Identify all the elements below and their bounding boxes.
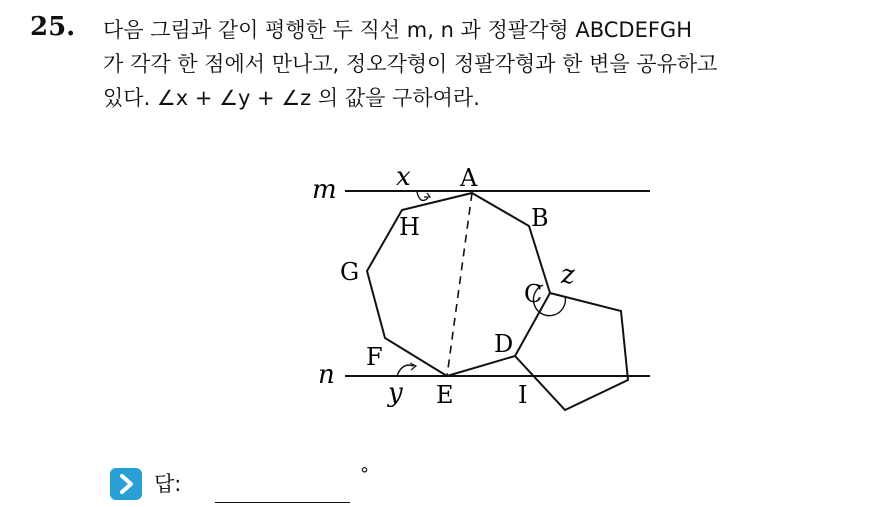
answer-blank[interactable]	[215, 502, 350, 503]
question-line: 있다. ∠x + ∠y + ∠z 의 값을 구하여라.	[103, 86, 480, 110]
label-vertex-b: B	[531, 204, 549, 232]
pentagon	[515, 293, 628, 410]
question-number: 25.	[30, 12, 76, 42]
label-vertex-c: C	[524, 280, 543, 308]
answer-label: 답:	[154, 472, 182, 496]
question-line: 가 각각 한 점에서 만나고, 정오각형이 정팔각형과 한 변을 공유하고	[103, 52, 718, 76]
label-vertex-d: D	[494, 330, 514, 358]
answer-unit: °	[360, 464, 369, 485]
angle-y-arrow	[410, 363, 416, 370]
label-angle-z: z	[561, 260, 575, 290]
label-vertex-f: F	[366, 343, 383, 371]
label-line-n: n	[318, 360, 335, 390]
label-vertex-g: G	[340, 258, 360, 286]
angle-x-arrow	[424, 193, 430, 197]
label-angle-x: x	[396, 162, 411, 192]
question-text	[103, 13, 873, 115]
label-line-m: m	[312, 175, 337, 205]
label-angle-y: y	[388, 378, 403, 408]
diagonal-ae	[447, 193, 472, 376]
geometry-figure	[300, 160, 660, 424]
label-vertex-e: E	[436, 381, 454, 409]
label-vertex-a: A	[460, 164, 478, 192]
question-line: 다음 그림과 같이 평행한 두 직선 m, n 과 정팔각형 ABCDEFGH	[103, 18, 692, 42]
label-vertex-i: I	[518, 381, 528, 409]
octagon-pentagon-diagram	[300, 160, 660, 420]
angle-y-arc	[397, 365, 414, 376]
angle-x-arc	[417, 192, 428, 200]
octagon	[367, 193, 550, 376]
chevron-right-icon	[110, 468, 142, 500]
label-vertex-h: H	[399, 213, 420, 241]
